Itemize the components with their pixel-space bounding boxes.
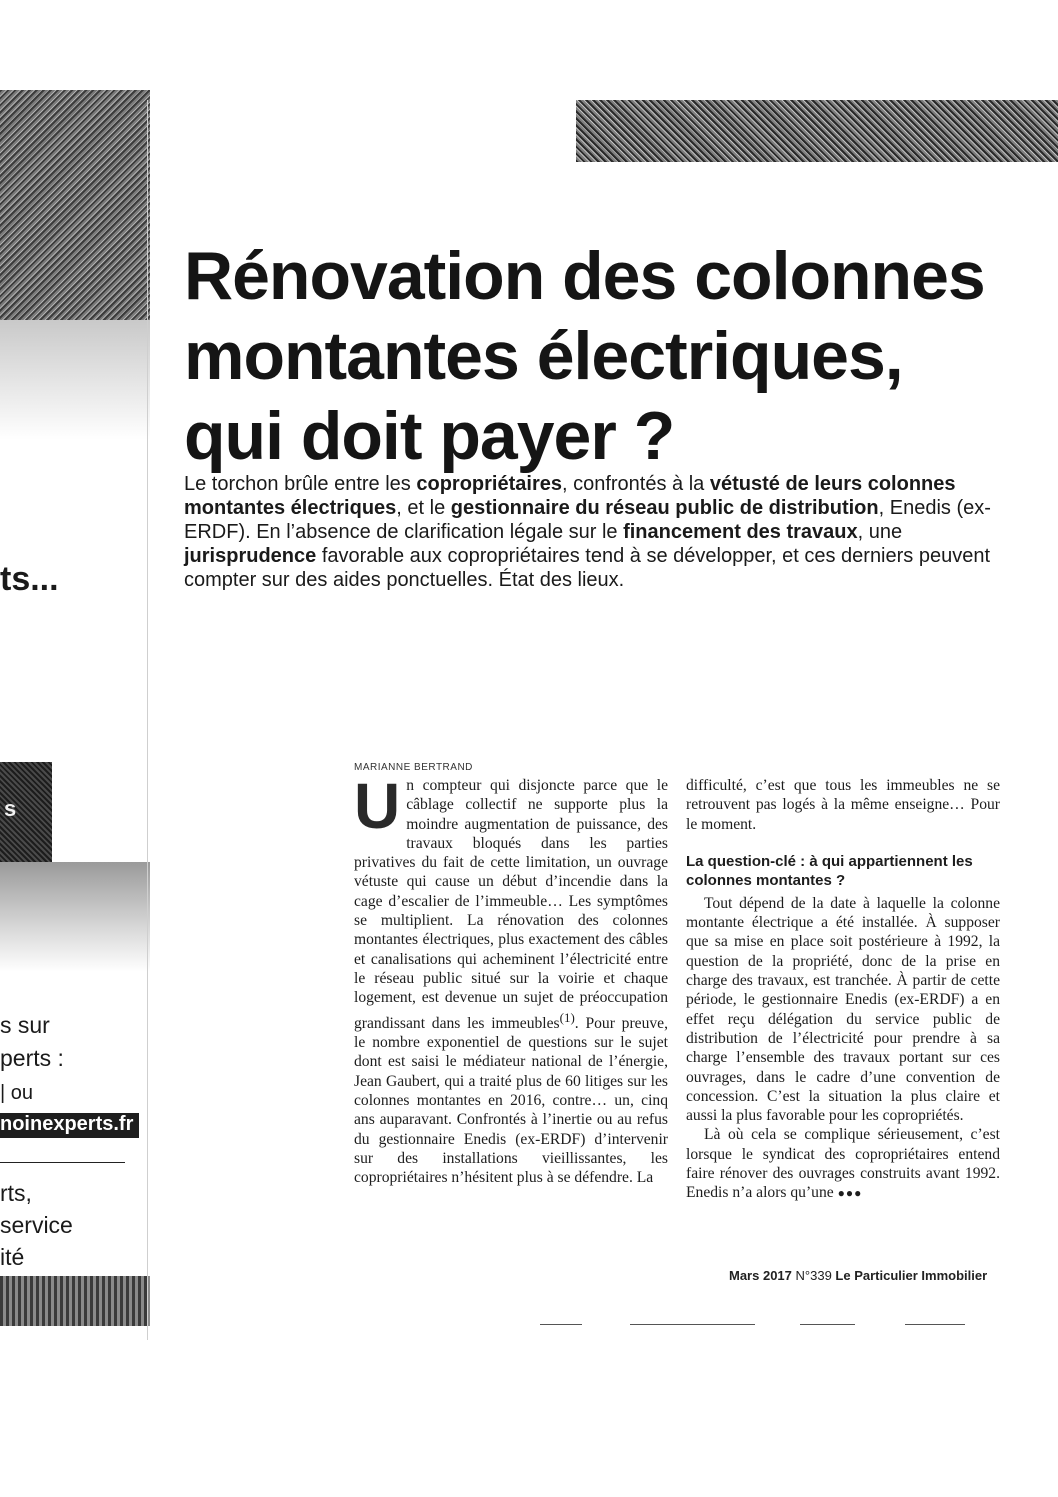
lede-keyword: gestionnaire du réseau public de distribution [450, 497, 879, 519]
lede-text: , confrontés à la [561, 473, 710, 495]
body-paragraph [686, 1125, 1000, 1203]
adjacent-text-fragment: service [0, 1212, 73, 1238]
adjacent-text-fragment: rts, [0, 1180, 32, 1206]
article-title-line: montantes électriques, [184, 318, 903, 394]
lede-keyword: financement des travaux [623, 521, 858, 543]
body-column-1 [354, 770, 668, 1187]
adjacent-page-strip [0, 0, 150, 1497]
lede-text: favorable aux copropriétaires tend à se développer, et ces derniers peuvent compter sur des aides ponctuelles. État des lieux. [184, 545, 991, 591]
body-text: n compteur qui disjoncte parce que le câblage collectif ne supporte plus la moindre augmentation de puissance, des travaux bloqués dans les parties privatives du fait de cette limitation, un ouvrage vétuste qui cause un début d’incendie dans la cage d’escalier de l’immeuble… Les symptômes se multiplient. La rénovation des colonnes montantes électriques, plus exactement des câbles et canalisations qui acheminent l’électricité entre le réseau public situé sur la voirie et chaque logement, est devenue un sujet de préoccupation grandissant dans les immeubles [354, 777, 668, 1032]
article-byline: MARIANNE BERTRAND [354, 762, 473, 773]
adjacent-photo-fade [0, 320, 150, 440]
lede-text: , une [857, 521, 903, 543]
adjacent-divider [0, 1162, 125, 1163]
footer-issue: N°339 [795, 1268, 832, 1283]
article-title [184, 236, 1004, 476]
adjacent-text-fragment: s sur [0, 1012, 50, 1038]
article-lede [184, 472, 1004, 592]
lede-text: , et le [396, 497, 451, 519]
body-column-2 [686, 776, 1000, 1204]
section-header-band [576, 100, 1058, 162]
body-paragraph: Tout dépend de la date à laquelle la colonne montante électrique a été installée. À supposer que sa mise en place soit postérieure à 1992, la question de la propriété, donc de la prise en charge des travaux, est tranchée. À partir de cette période, le gestionnaire Enedis (ex-ERDF) a en effet reçu délégation du service public de distribution de l’électricité pour prendre à sa charge l’ensemble des travaux portant sur ces ouvrages, dans le cadre d’une convention de concession. C’est la situation la plus claire et aussi la plus favorable pour les copropriétés. [686, 894, 1000, 1125]
lede-text: Le torchon brûle entre les [184, 473, 417, 495]
footer-rule [630, 1324, 755, 1325]
adjacent-url-label: noinexperts.fr [0, 1113, 139, 1138]
continue-marker: ●●● [837, 1186, 863, 1201]
article-title-line: Rénovation des colonnes [184, 238, 985, 314]
adjacent-heading-fragment: ts... [0, 560, 59, 598]
footnote-ref: (1) [559, 1009, 575, 1025]
adjacent-bottom-band [0, 1276, 150, 1326]
article-title-line: qui doit payer ? [184, 398, 675, 474]
footer-rule [905, 1324, 965, 1325]
adjacent-text-fragment: | ou [0, 1082, 33, 1104]
footer-date: Mars 2017 [729, 1268, 792, 1283]
body-text: Là où cela se complique sérieusement, c’est lorsque le syndicat des copropriétaires entend faire rénover des ouvrages construits avant 1992. Enedis n’a alors qu’une [686, 1126, 1000, 1202]
page-edge-line [147, 100, 148, 1340]
page-footer [729, 1268, 987, 1283]
footer-rule [800, 1324, 855, 1325]
adjacent-text-fragment: ité [0, 1244, 25, 1270]
adjacent-photo-band [0, 862, 150, 972]
lede-keyword: copropriétaires [416, 473, 562, 495]
adjacent-photo [0, 90, 150, 320]
footer-magazine: Le Particulier Immobilier [835, 1268, 988, 1283]
adjacent-text-fragment: perts : [0, 1045, 64, 1071]
lede-keyword: jurisprudence [184, 545, 317, 567]
footer-rule [540, 1324, 582, 1325]
section-subheading: La question-clé : à qui appartiennent les colonnes montantes ? [686, 852, 973, 889]
body-paragraph: difficulté, c’est que tous les immeubles ne se retrouvent pas logés à la même enseigne… Pour le moment. [686, 777, 1000, 833]
body-text: . Pour preuve, le nombre exponentiel de questions sur le sujet dont est saisi le médiateur national de l’énergie, Jean Gaubert, qui a traité plus de 60 litiges sur les colonnes montantes en 2016, contre… un, cinq ans auparavant. Confrontés à l’inertie ou au refus du gestionnaire Enedis (ex-ERDF) d’intervenir sur des installations vieillissantes, les copropriétaires n’hésitent plus à se défendre. La [354, 1014, 668, 1187]
lede-keyword: vétusté de leurs colonnes montantes électriques [184, 473, 956, 519]
lede-text: , Enedis (ex-ERDF). En l’absence de clarification légale sur le [184, 497, 991, 543]
adjacent-box-label: s [4, 796, 17, 821]
drop-cap: U [354, 770, 401, 842]
